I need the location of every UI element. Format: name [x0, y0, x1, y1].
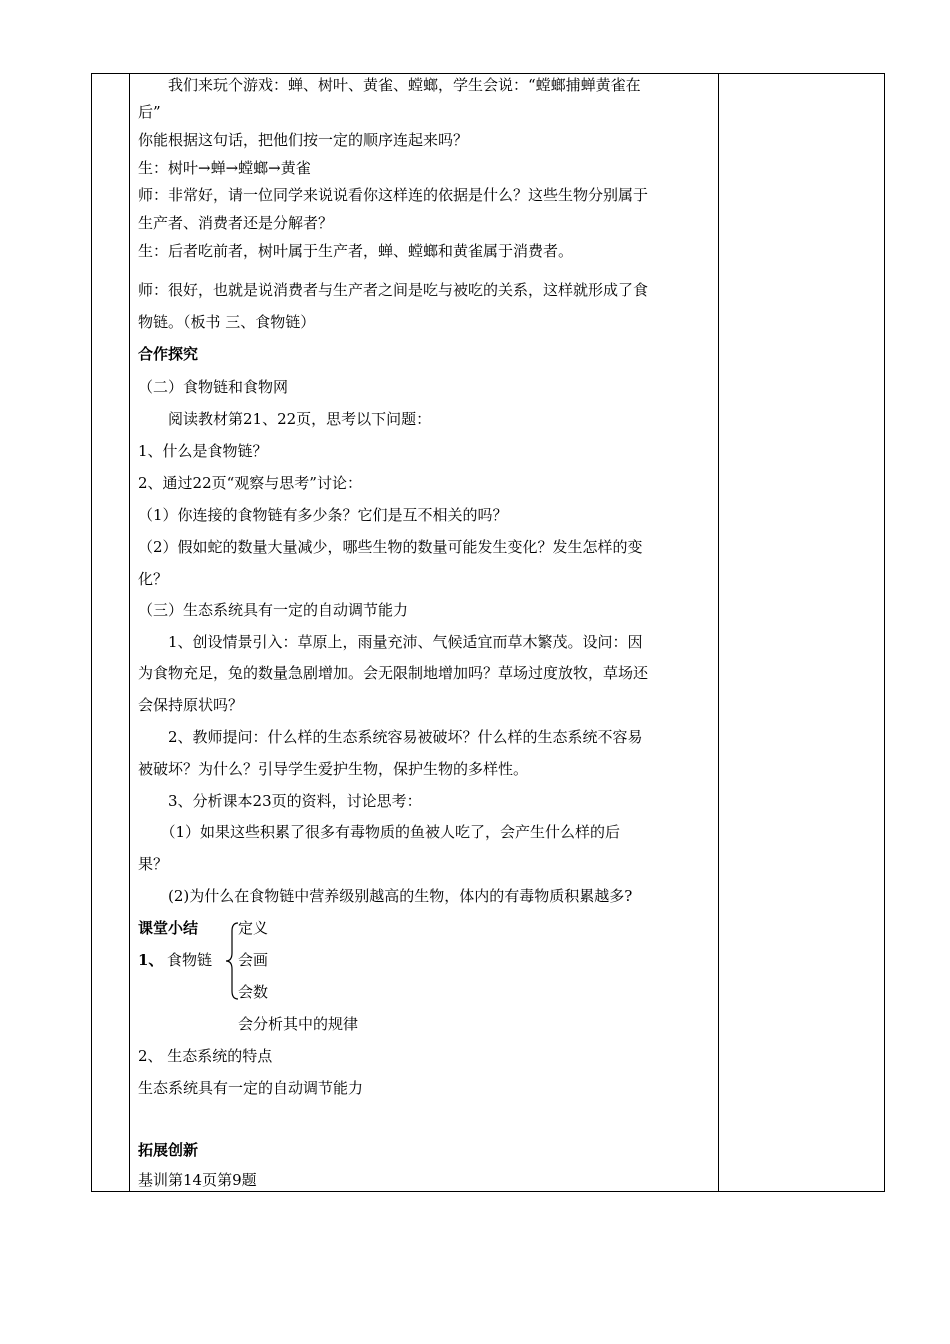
summary-sub-draw: 会画 — [238, 951, 269, 969]
text-line: 会保持原状吗？ — [138, 696, 244, 714]
extension-text: 基训第14页第9题 — [138, 1171, 257, 1189]
text-line: 2、教师提问：什么样的生态系统容易被破坏？什么样的生态系统不容易 — [138, 728, 643, 746]
text-line: （2）假如蛇的数量大量减少，哪些生物的数量可能发生变化？发生怎样的变 — [138, 538, 643, 556]
text-line: 生产者、消费者还是分解者？ — [138, 214, 334, 232]
text-line: （1）如果这些积累了很多有毒物质的鱼被人吃了，会产生什么样的后 — [138, 823, 621, 841]
section-heading-cooperative: 合作探究 — [138, 345, 199, 363]
text-line: （1）你连接的食物链有多少条？它们是互不相关的吗？ — [138, 506, 508, 524]
text-line: 被破坏？为什么？引导学生爱护生物，保护生物的多样性。 — [138, 760, 529, 778]
text-line: （三）生态系统具有一定的自动调节能力 — [138, 601, 409, 619]
extension-heading: 拓展创新 — [138, 1141, 199, 1159]
summary-heading: 课堂小结 — [138, 919, 199, 937]
summary-item2-desc: 生态系统具有一定的自动调节能力 — [138, 1079, 364, 1097]
text-line: 生：树叶→蝉→螳螂→黄雀 — [138, 159, 311, 177]
text-line: 我们来玩个游戏：蝉、树叶、黄雀、螳螂，学生会说：“螳螂捕蝉黄雀在 — [138, 76, 641, 94]
summary-sub-analyze: 会分析其中的规律 — [238, 1015, 359, 1033]
summary-sub-definition: 定义 — [238, 919, 269, 937]
text-line: 化？ — [138, 570, 169, 588]
summary-item1-label: 食物链 — [167, 951, 213, 969]
text-line: 1、什么是食物链？ — [138, 442, 268, 460]
summary-sub-count: 会数 — [238, 983, 269, 1001]
summary-item1-number: 1、 — [138, 951, 164, 969]
summary-item2: 2、 生态系统的特点 — [138, 1047, 273, 1065]
text-line: （二）食物链和食物网 — [138, 378, 289, 396]
text-line: 为食物充足，兔的数量急剧增加。会无限制地增加吗？草场过度放牧，草场还 — [138, 664, 649, 682]
text-line: 你能根据这句话，把他们按一定的顺序连起来吗？ — [138, 131, 469, 149]
text-line: 果？ — [138, 855, 169, 873]
text-line: 1、创设情景引入：草原上，雨量充沛、气候适宜而草木繁茂。设问：因 — [138, 633, 643, 651]
text-line: (2)为什么在食物链中营养级别越高的生物，体内的有毒物质积累越多? — [138, 887, 633, 905]
column-divider-right — [718, 74, 719, 1191]
text-line: 阅读教材第21、22页，思考以下问题： — [138, 410, 432, 428]
text-line: 物链。（板书 三、食物链） — [138, 313, 316, 331]
text-line: 3、分析课本23页的资料，讨论思考： — [138, 792, 422, 810]
text-line: 师：非常好，请一位同学来说说看你这样连的依据是什么？这些生物分别属于 — [138, 186, 649, 204]
text-line: 生：后者吃前者，树叶属于生产者，蝉、螳螂和黄雀属于消费者。 — [138, 242, 574, 260]
text-line: 后” — [138, 103, 161, 121]
column-divider-left — [129, 74, 130, 1191]
text-line: 师：很好，也就是说消费者与生产者之间是吃与被吃的关系，这样就形成了食 — [138, 281, 649, 299]
text-line: 2、通过22页“观察与思考”讨论： — [138, 474, 362, 492]
